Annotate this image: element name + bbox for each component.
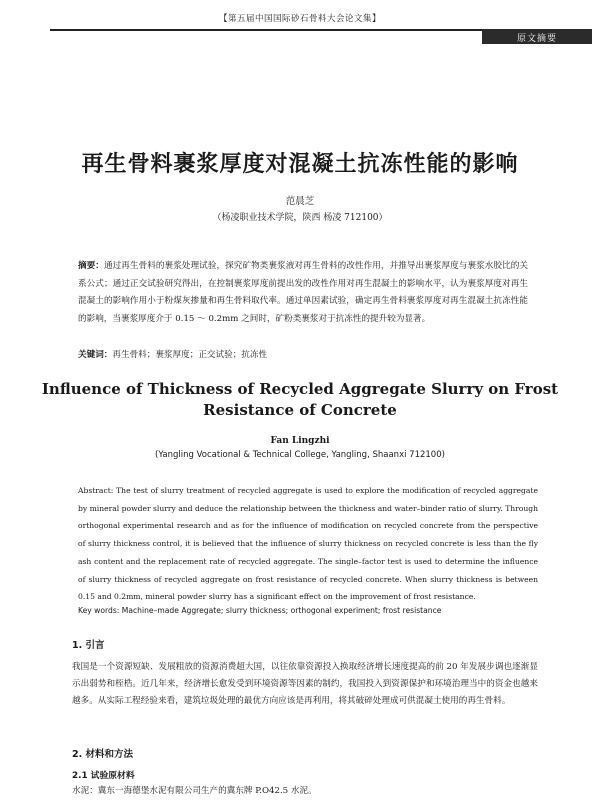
english-author: Fan Lingzhi xyxy=(270,436,330,446)
english-abstract-label: Abstract: xyxy=(78,486,114,495)
english-keywords-label: Key words: xyxy=(78,606,120,615)
chinese-keywords-text: 再生骨料；裹浆厚度；正交试验；抗冻性 xyxy=(112,350,268,360)
section-2-heading: 2. 材料和方法 xyxy=(72,749,134,760)
english-keywords-text: Machine–made Aggregate; slurry thickness; orthogonal experiment; frost resistance xyxy=(121,606,442,615)
conference-header: 【第五届中国国际砂石骨料大会论文集】 xyxy=(218,14,381,24)
subsection-2-1-heading: 2.1 试验原材料 xyxy=(72,771,135,781)
english-abstract-text: The test of slurry treatment of recycled aggregate is used to explore the modification of recycled aggregate by mineral powder slurry and deduce the relationship between the thickness and water–binder ratio of slurry. Through orthogonal experimental research and as for the influence of modification on recycled concrete from the perspective of slurry thickness control, it is believed that the influence of slurry thickness on recycled concrete is less than the fly ash content and the replacement rate of recycled aggregate. The single–factor test is used to determine the influence of slurry thickness of recycled aggregate on frost resistance of recycled concrete. When slurry thickness is between 0.15 and 0.2mm, mineral powder slurry has a significant effect on the improvement of frost resistance. xyxy=(78,486,538,602)
chinese-abstract-label: 摘要： xyxy=(78,261,104,271)
english-affiliation: (Yangling Vocational & Technical College, Yangling, Shaanxi 712100) xyxy=(155,450,445,460)
chinese-abstract xyxy=(78,258,528,329)
category-tag: 原文摘要 xyxy=(516,34,557,44)
chinese-author: 范晨芝 xyxy=(285,196,315,207)
chinese-keywords-label: 关键词： xyxy=(78,350,113,360)
english-abstract xyxy=(78,482,538,606)
chinese-title: 再生骨料裹浆厚度对混凝土抗冻性能的影响 xyxy=(81,152,519,177)
chinese-abstract-text: 通过再生骨料的裹浆处理试验，探究矿物类裹浆液对再生骨料的改性作用，并推导出裹浆厚度与裹浆水胶比的关系公式；通过正交试验研究得出，在控制裹浆厚度前提出发的改性作用对再生混凝土的影响水平，认为裹浆厚度对再生混凝土的影响作用小于粉煤灰掺量和再生骨料取代率。通过单因素试验，确定再生骨料裹浆厚度对再生混凝土抗冻性能的影响，当裹浆厚度介于 0.15 ～ 0.2mm 之间时，矿粉类裹浆对于抗冻性的提升较为显著。 xyxy=(78,261,528,325)
english-title-line1: Influence of Thickness of Recycled Aggregate Slurry on Frost xyxy=(41,380,559,398)
chinese-keywords xyxy=(78,348,528,360)
section-1-heading: 1. 引言 xyxy=(72,640,105,651)
section-1-paragraph: 我国是一个资源短缺、发展粗放的资源消费超大国，以往依靠资源投入换取经济增长速度提高的前 20 年发展步调也逐渐显示出弱势和桎梏。近几年来，经济增长愈发受到环境资源等因素的制约，我国投入到资源保护和环境治理当中的资金也越来越多。从实际工程经验来看，建筑垃圾处理的最优方向应该是再利用，将其破碎处理成可供混凝土使用的再生骨料。 xyxy=(72,662,538,707)
english-title xyxy=(0,379,600,421)
materials-cement-line: 水泥：冀东一海德堡水泥有限公司生产的冀东牌 P.O42.5 水泥。 xyxy=(72,786,317,796)
english-title-line2: Resistance of Concrete xyxy=(203,401,397,419)
english-keywords xyxy=(78,606,538,615)
chinese-affiliation: （杨凌职业技术学院，陕西 杨凌 712100） xyxy=(212,213,388,223)
